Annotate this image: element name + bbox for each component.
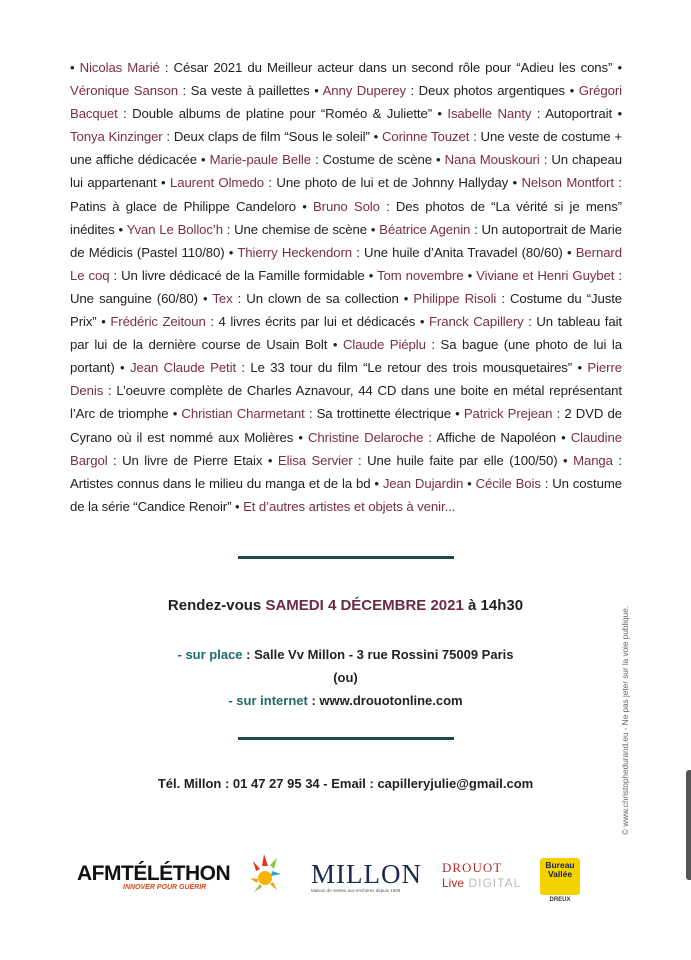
- donor-item: : Un livre de Pierre Etaix: [107, 452, 263, 468]
- bullet: •: [302, 198, 307, 214]
- donor-name: Yvan Le Bolloc’h: [126, 221, 223, 237]
- donor-name: Laurent Olmedo: [169, 175, 265, 191]
- credit-vertical: [616, 560, 636, 835]
- donor-name: Frédéric Zeitoun: [110, 314, 206, 330]
- bullet: •: [419, 314, 425, 330]
- donor-name: Nicolas Marié: [79, 60, 160, 75]
- bureau-vallee-logo: [540, 858, 580, 903]
- donor-name: Cécile Bois: [475, 475, 541, 491]
- bullet: •: [403, 290, 409, 306]
- online-line: [0, 693, 691, 708]
- telethon-sun-icon: [250, 852, 282, 896]
- donor-item: : Sa trottinette électrique: [304, 406, 451, 422]
- bullet: •: [512, 175, 518, 191]
- donor-item: : Artistes connus dans le milieu du manga et de la bd: [70, 452, 622, 491]
- bullet: •: [314, 83, 319, 99]
- donor-item: : Un clown de sa collection: [232, 290, 399, 306]
- donor-name: Bruno Solo: [312, 198, 380, 214]
- drouot-wordmark: DROUOT: [442, 860, 503, 875]
- donor-name: Philippe Risoli: [413, 290, 497, 306]
- bullet: •: [467, 267, 473, 283]
- rendezvous-line: [0, 597, 691, 614]
- donors-list: [70, 56, 622, 518]
- bullet: •: [161, 175, 166, 191]
- donor-item: : Deux photos argentiques: [405, 83, 566, 99]
- bullet: •: [200, 152, 206, 168]
- bullet: •: [563, 452, 568, 468]
- donor-item: : Un livre dédicacé de la Famille formidable: [109, 267, 365, 283]
- bureau-vallee-city: DREUX: [549, 897, 571, 903]
- onsite-address: : Salle Vv Millon - 3 rue Rossini 75009 Paris: [242, 647, 514, 662]
- more-artists-text: Et d’autres artistes et objets à venir...: [243, 498, 456, 514]
- donor-name: Tex: [212, 290, 233, 306]
- bullet: •: [373, 129, 379, 145]
- donor-name: Corinne Touzet: [381, 129, 470, 145]
- bullet: •: [368, 267, 374, 283]
- bullet: •: [435, 152, 441, 168]
- bullet: •: [437, 106, 442, 122]
- donor-name: Manga: [573, 452, 613, 468]
- bullet: •: [267, 452, 273, 468]
- donor-name: Jean Dujardin: [382, 475, 464, 491]
- donor-name: Claudine Bargol: [70, 429, 622, 468]
- donor-item: : Autoportrait: [531, 106, 613, 122]
- donor-item: : Affiche de Napoléon: [423, 429, 556, 445]
- donor-item: : 2 DVD de Cyrano où il est nommé aux Molières: [70, 406, 622, 445]
- afm-telethon-wordmark: AFMTÉLÉTHON: [77, 862, 231, 885]
- donor-item: : Sa veste à paillettes: [177, 83, 310, 99]
- bullet: •: [467, 475, 472, 491]
- drouot-logo: [442, 860, 521, 891]
- online-url[interactable]: : www.drouotonline.com: [307, 693, 463, 708]
- afm-telethon-tagline: INNOVER POUR GUÉRIR: [123, 884, 207, 891]
- bullet: •: [228, 244, 234, 260]
- credit-text: © www.christophedurand.eu - Ne pas jeter sur la voie publique.: [621, 605, 630, 835]
- divider-bottom: [238, 737, 454, 740]
- scrollbar-thumb[interactable]: [686, 770, 691, 880]
- divider-top: [238, 556, 454, 559]
- rendezvous-date: SAMEDI 4 DÉCEMBRE 2021: [265, 597, 464, 614]
- bullet: •: [298, 429, 303, 445]
- bullet: •: [455, 406, 460, 422]
- rendezvous-prefix: Rendez-vous: [167, 597, 266, 614]
- donor-item: : César 2021 du Meilleur acteur dans un second rôle pour “Adieu les cons”: [159, 60, 613, 75]
- donor-item: : Deux claps de film “Sous le soleil”: [162, 129, 370, 145]
- donor-item: : Sa bague (une photo de lui la portant): [70, 337, 622, 376]
- donor-name: Viviane et Henri Guybet: [476, 267, 615, 283]
- donor-item: : Costume de scène: [310, 152, 432, 168]
- donor-name: Nana Mouskouri: [444, 152, 540, 168]
- donor-name: Thierry Heckendorn: [237, 244, 353, 260]
- bureau-vallee-badge: [540, 858, 580, 895]
- donor-item: : L’oeuvre complète de Charles Aznavour, 44 CD dans une boite en métal représentant l’Arc de triomphe: [70, 383, 622, 422]
- bullet: •: [374, 475, 379, 491]
- drouot-digital: DIGITAL: [468, 876, 522, 890]
- bullet: •: [172, 406, 178, 422]
- donor-item: : Costume du “Juste Prix”: [70, 290, 623, 330]
- rendezvous-time: à 14h30: [463, 597, 524, 614]
- donor-item: : Une chemise de scène: [222, 221, 368, 237]
- bullet: •: [617, 60, 622, 75]
- donor-name: Tonya Kinzinger: [70, 129, 163, 145]
- bullet: •: [120, 360, 125, 376]
- donor-name: Nelson Montfort: [521, 175, 614, 191]
- afm-telethon-logo: [77, 862, 230, 891]
- bureau-vallee-wordmark: Bureau Vallée: [545, 860, 575, 879]
- donor-item: : 4 livres écrits par lui et dédicacés: [205, 314, 416, 330]
- bullet: •: [234, 498, 240, 514]
- donor-name: Grégori Bacquet: [70, 83, 622, 122]
- bullet: •: [577, 360, 583, 376]
- bullet: •: [569, 83, 575, 99]
- millon-subtitle: Maison de ventes aux enchères depuis 1928: [311, 888, 401, 893]
- donor-item: : Une huile d’Anita Travadel (80/60): [352, 244, 563, 260]
- donor-item: : Des photos de “La vérité si je mens” inédites: [70, 198, 622, 237]
- donor-name: Bernard Le coq: [70, 244, 622, 283]
- bullet: •: [617, 106, 622, 122]
- bullet: •: [566, 244, 572, 260]
- donor-name: Christian Charmetant: [181, 406, 305, 422]
- donor-item: : Un chapeau lui appartenant: [70, 152, 622, 191]
- donor-name: Marie-paule Belle: [209, 152, 311, 168]
- millon-wordmark: MILLON: [311, 859, 422, 889]
- donor-item: : Une photo de lui et de Johnny Hallyday: [264, 175, 509, 191]
- millon-logo: [311, 859, 422, 893]
- donor-name: Franck Capillery: [428, 314, 524, 330]
- or-line: (ou): [333, 670, 358, 685]
- bullet: •: [118, 221, 123, 237]
- donor-name: Claude Piéplu: [343, 337, 426, 353]
- bullet: •: [561, 429, 566, 445]
- donor-name: Béatrice Agenin: [379, 221, 471, 237]
- onsite-label: - sur place: [177, 647, 243, 662]
- donor-item: : Un costume de la série “Candice Renoir”: [70, 475, 622, 514]
- bullet: •: [370, 221, 376, 237]
- contact-line: Tél. Millon : 01 47 27 95 34 - Email : capilleryjulie@gmail.com: [157, 776, 534, 791]
- donor-name: Isabelle Nanty: [447, 106, 532, 122]
- bullet: •: [332, 337, 338, 353]
- donor-name: Patrick Prejean: [463, 406, 553, 422]
- donor-name: Pierre Denis: [70, 360, 622, 399]
- donor-item: : Un tableau fait par lui de la dernière course de Usain Bolt: [70, 314, 622, 353]
- donor-name: Véronique Sanson: [70, 83, 178, 99]
- donor-name: Anny Duperey: [322, 83, 406, 99]
- donor-name: Elisa Servier: [277, 452, 353, 468]
- onsite-line: [0, 647, 691, 662]
- donor-item: : Patins à glace de Philippe Candeloro: [70, 175, 622, 214]
- bullet: •: [101, 314, 106, 330]
- donor-name: Tom novembre: [377, 267, 464, 283]
- bullet: •: [202, 290, 208, 306]
- donor-name: Christine Delaroche: [307, 429, 424, 445]
- donor-item: : Le 33 tour du film “Le retour des trois mousquetaires”: [236, 360, 573, 376]
- donor-item: : Double albums de platine pour “Roméo & Juliette”: [117, 106, 432, 122]
- drouot-live: Live: [442, 876, 465, 890]
- online-label: - sur internet: [228, 693, 308, 708]
- donor-name: Jean Claude Petit: [129, 360, 237, 376]
- donor-item: : Une sanguine (60/80): [70, 267, 622, 306]
- bullet: •: [70, 60, 75, 75]
- donor-item: : Une veste de costume + une affiche dédicacée: [70, 129, 622, 168]
- donor-item: : Un autoportrait de Marie de Médicis (Pastel 110/80): [70, 221, 622, 260]
- donor-item: : Une huile faite par elle (100/50): [352, 452, 558, 468]
